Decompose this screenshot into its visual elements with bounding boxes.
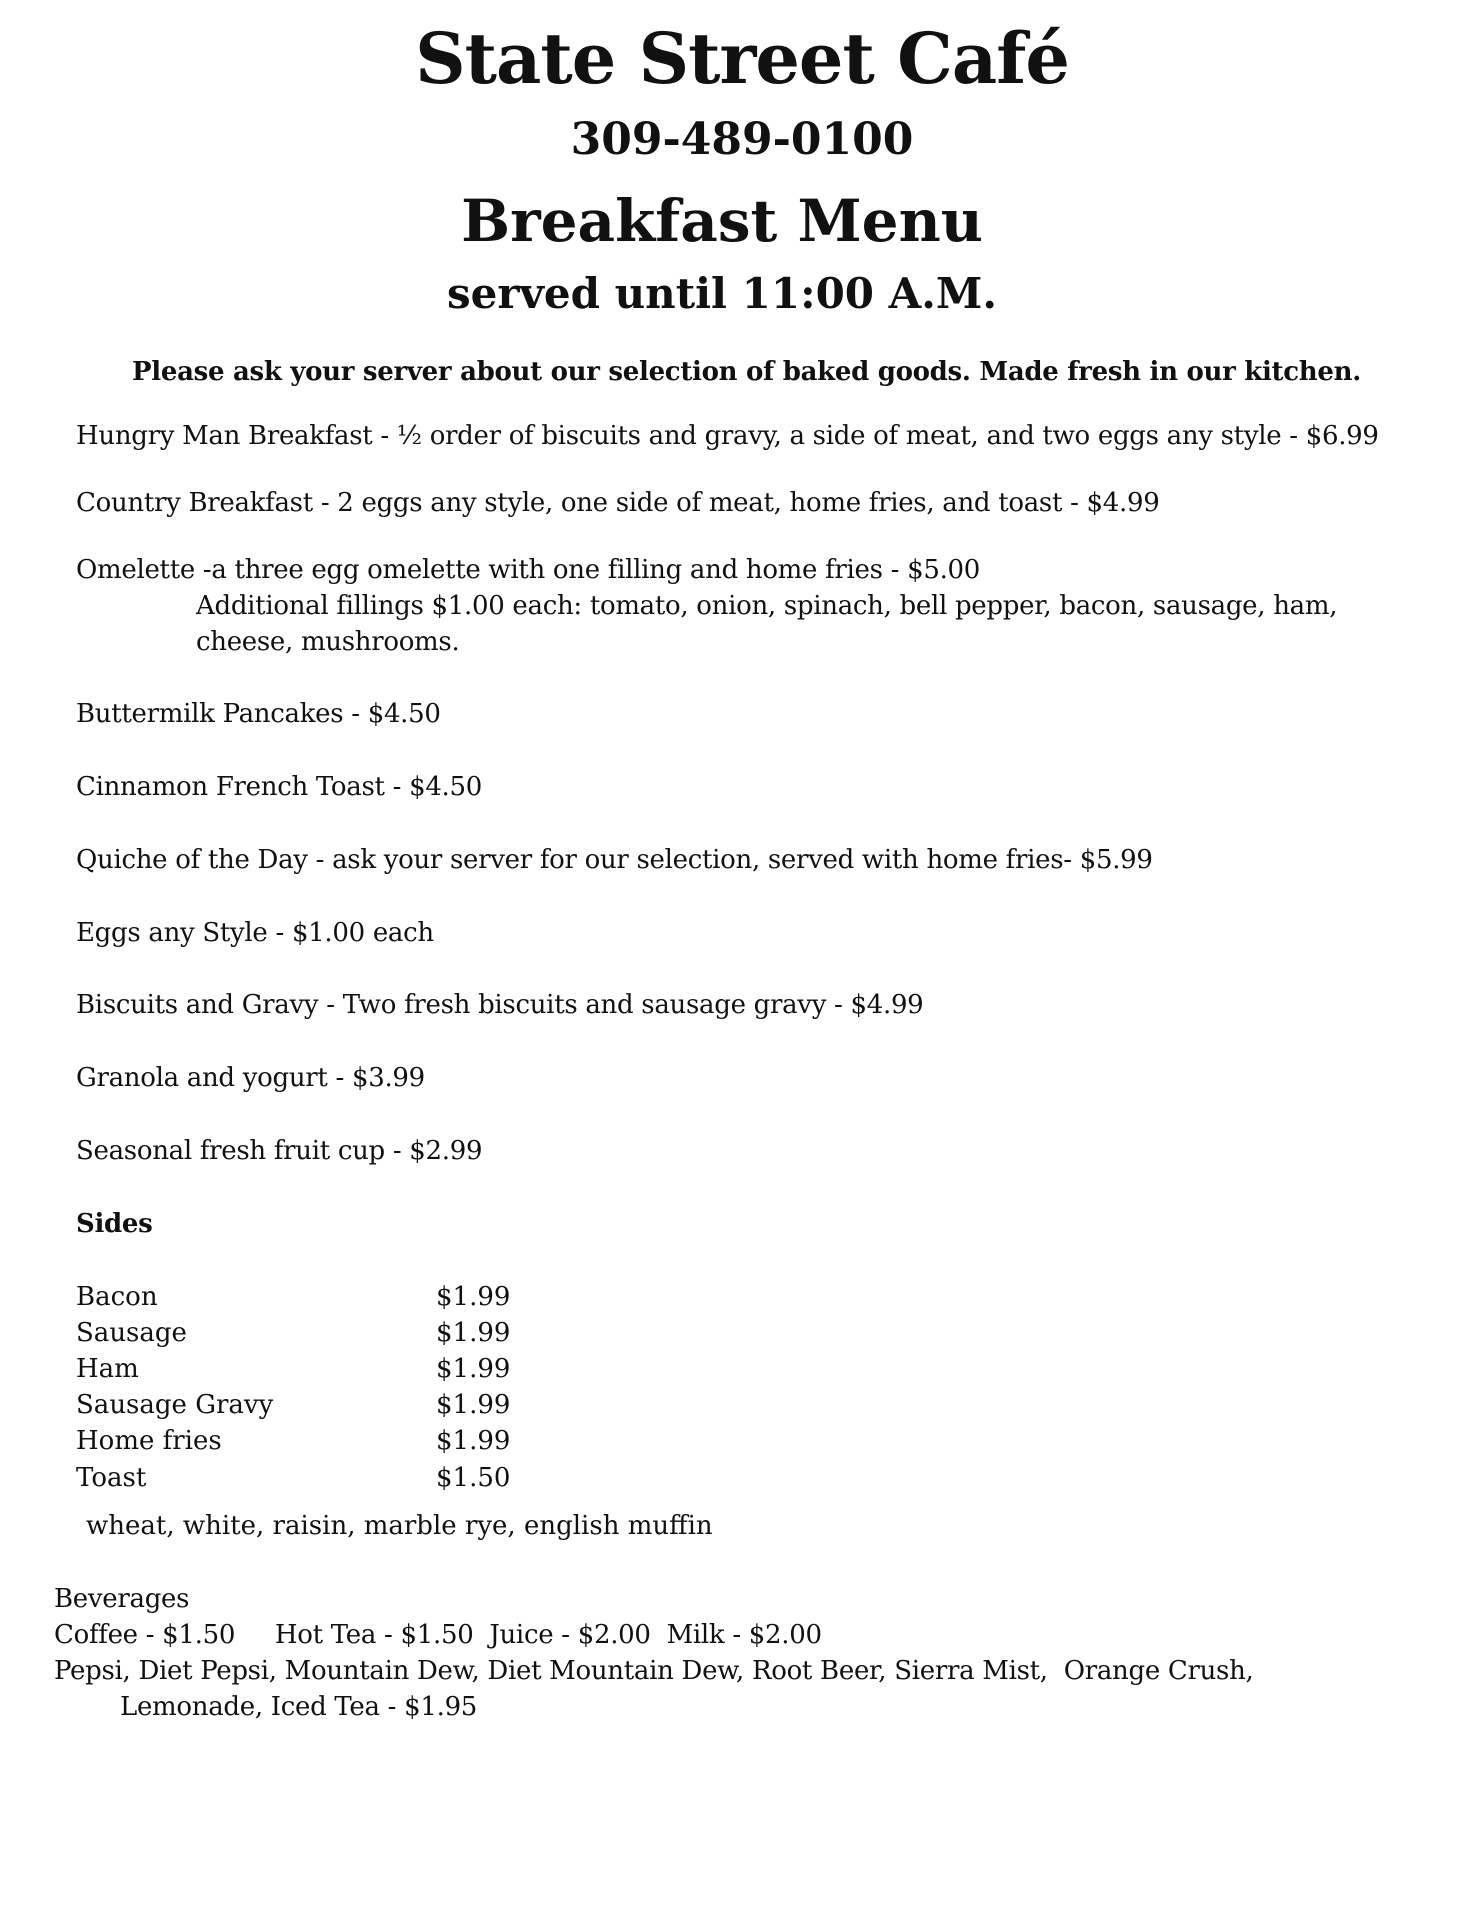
menu-item-country: Country Breakfast - 2 eggs any style, one side of meat, home fries, and toast - $4.99 bbox=[76, 488, 1160, 518]
side-item-name: Toast bbox=[76, 1463, 147, 1493]
side-item-price: $1.99 bbox=[436, 1282, 511, 1312]
menu-item-french-toast: Cinnamon French Toast - $4.50 bbox=[76, 772, 483, 802]
side-item-name: Sausage bbox=[76, 1318, 187, 1348]
phone-number: 309-489-0100 bbox=[570, 114, 914, 165]
serving-hours: served until 11:00 A.M. bbox=[447, 269, 997, 318]
beverages-sodas: Pepsi, Diet Pepsi, Mountain Dew, Diet Mountain Dew, Root Beer, Sierra Mist, Orange Crush, bbox=[54, 1656, 1254, 1686]
side-item-price: $1.99 bbox=[436, 1426, 511, 1456]
omelette-fillings-line-2: cheese, mushrooms. bbox=[196, 627, 460, 657]
sides-heading: Sides bbox=[76, 1209, 153, 1239]
side-item-name: Home fries bbox=[76, 1426, 222, 1456]
omelette-fillings-line-1: Additional fillings $1.00 each: tomato, onion, spinach, bell pepper, bacon, sausage, ham, bbox=[196, 591, 1338, 621]
menu-title: Breakfast Menu bbox=[461, 187, 983, 255]
cafe-name: State Street Café bbox=[415, 17, 1069, 100]
toast-options: wheat, white, raisin, marble rye, english muffin bbox=[86, 1511, 713, 1541]
menu-item-eggs: Eggs any Style - $1.00 each bbox=[76, 918, 434, 948]
beverages-sodas-continued: Lemonade, Iced Tea - $1.95 bbox=[120, 1692, 478, 1722]
side-item-price: $1.99 bbox=[436, 1390, 511, 1420]
side-item-name: Ham bbox=[76, 1354, 139, 1384]
side-item-name: Bacon bbox=[76, 1282, 158, 1312]
menu-item-hungry-man: Hungry Man Breakfast - ½ order of biscuits and gravy, a side of meat, and two eggs any style - $6.99 bbox=[76, 421, 1379, 451]
beverages-hot-drinks: Coffee - $1.50 Hot Tea - $1.50 Juice - $2.00 Milk - $2.00 bbox=[54, 1620, 822, 1650]
baked-goods-notice: Please ask your server about our selection of baked goods. Made fresh in our kitchen. bbox=[132, 357, 1361, 387]
menu-item-quiche: Quiche of the Day - ask your server for our selection, served with home fries- $5.99 bbox=[76, 845, 1153, 875]
side-item-name: Sausage Gravy bbox=[76, 1390, 274, 1420]
side-item-price: $1.50 bbox=[436, 1463, 511, 1493]
menu-item-omelette: Omelette -a three egg omelette with one filling and home fries - $5.00 bbox=[76, 555, 981, 585]
menu-item-biscuits: Biscuits and Gravy - Two fresh biscuits and sausage gravy - $4.99 bbox=[76, 990, 924, 1020]
menu-item-granola: Granola and yogurt - $3.99 bbox=[76, 1063, 425, 1093]
beverages-heading: Beverages bbox=[54, 1584, 190, 1614]
menu-item-pancakes: Buttermilk Pancakes - $4.50 bbox=[76, 699, 441, 729]
side-item-price: $1.99 bbox=[436, 1354, 511, 1384]
side-item-price: $1.99 bbox=[436, 1318, 511, 1348]
menu-item-fruit: Seasonal fresh fruit cup - $2.99 bbox=[76, 1136, 483, 1166]
